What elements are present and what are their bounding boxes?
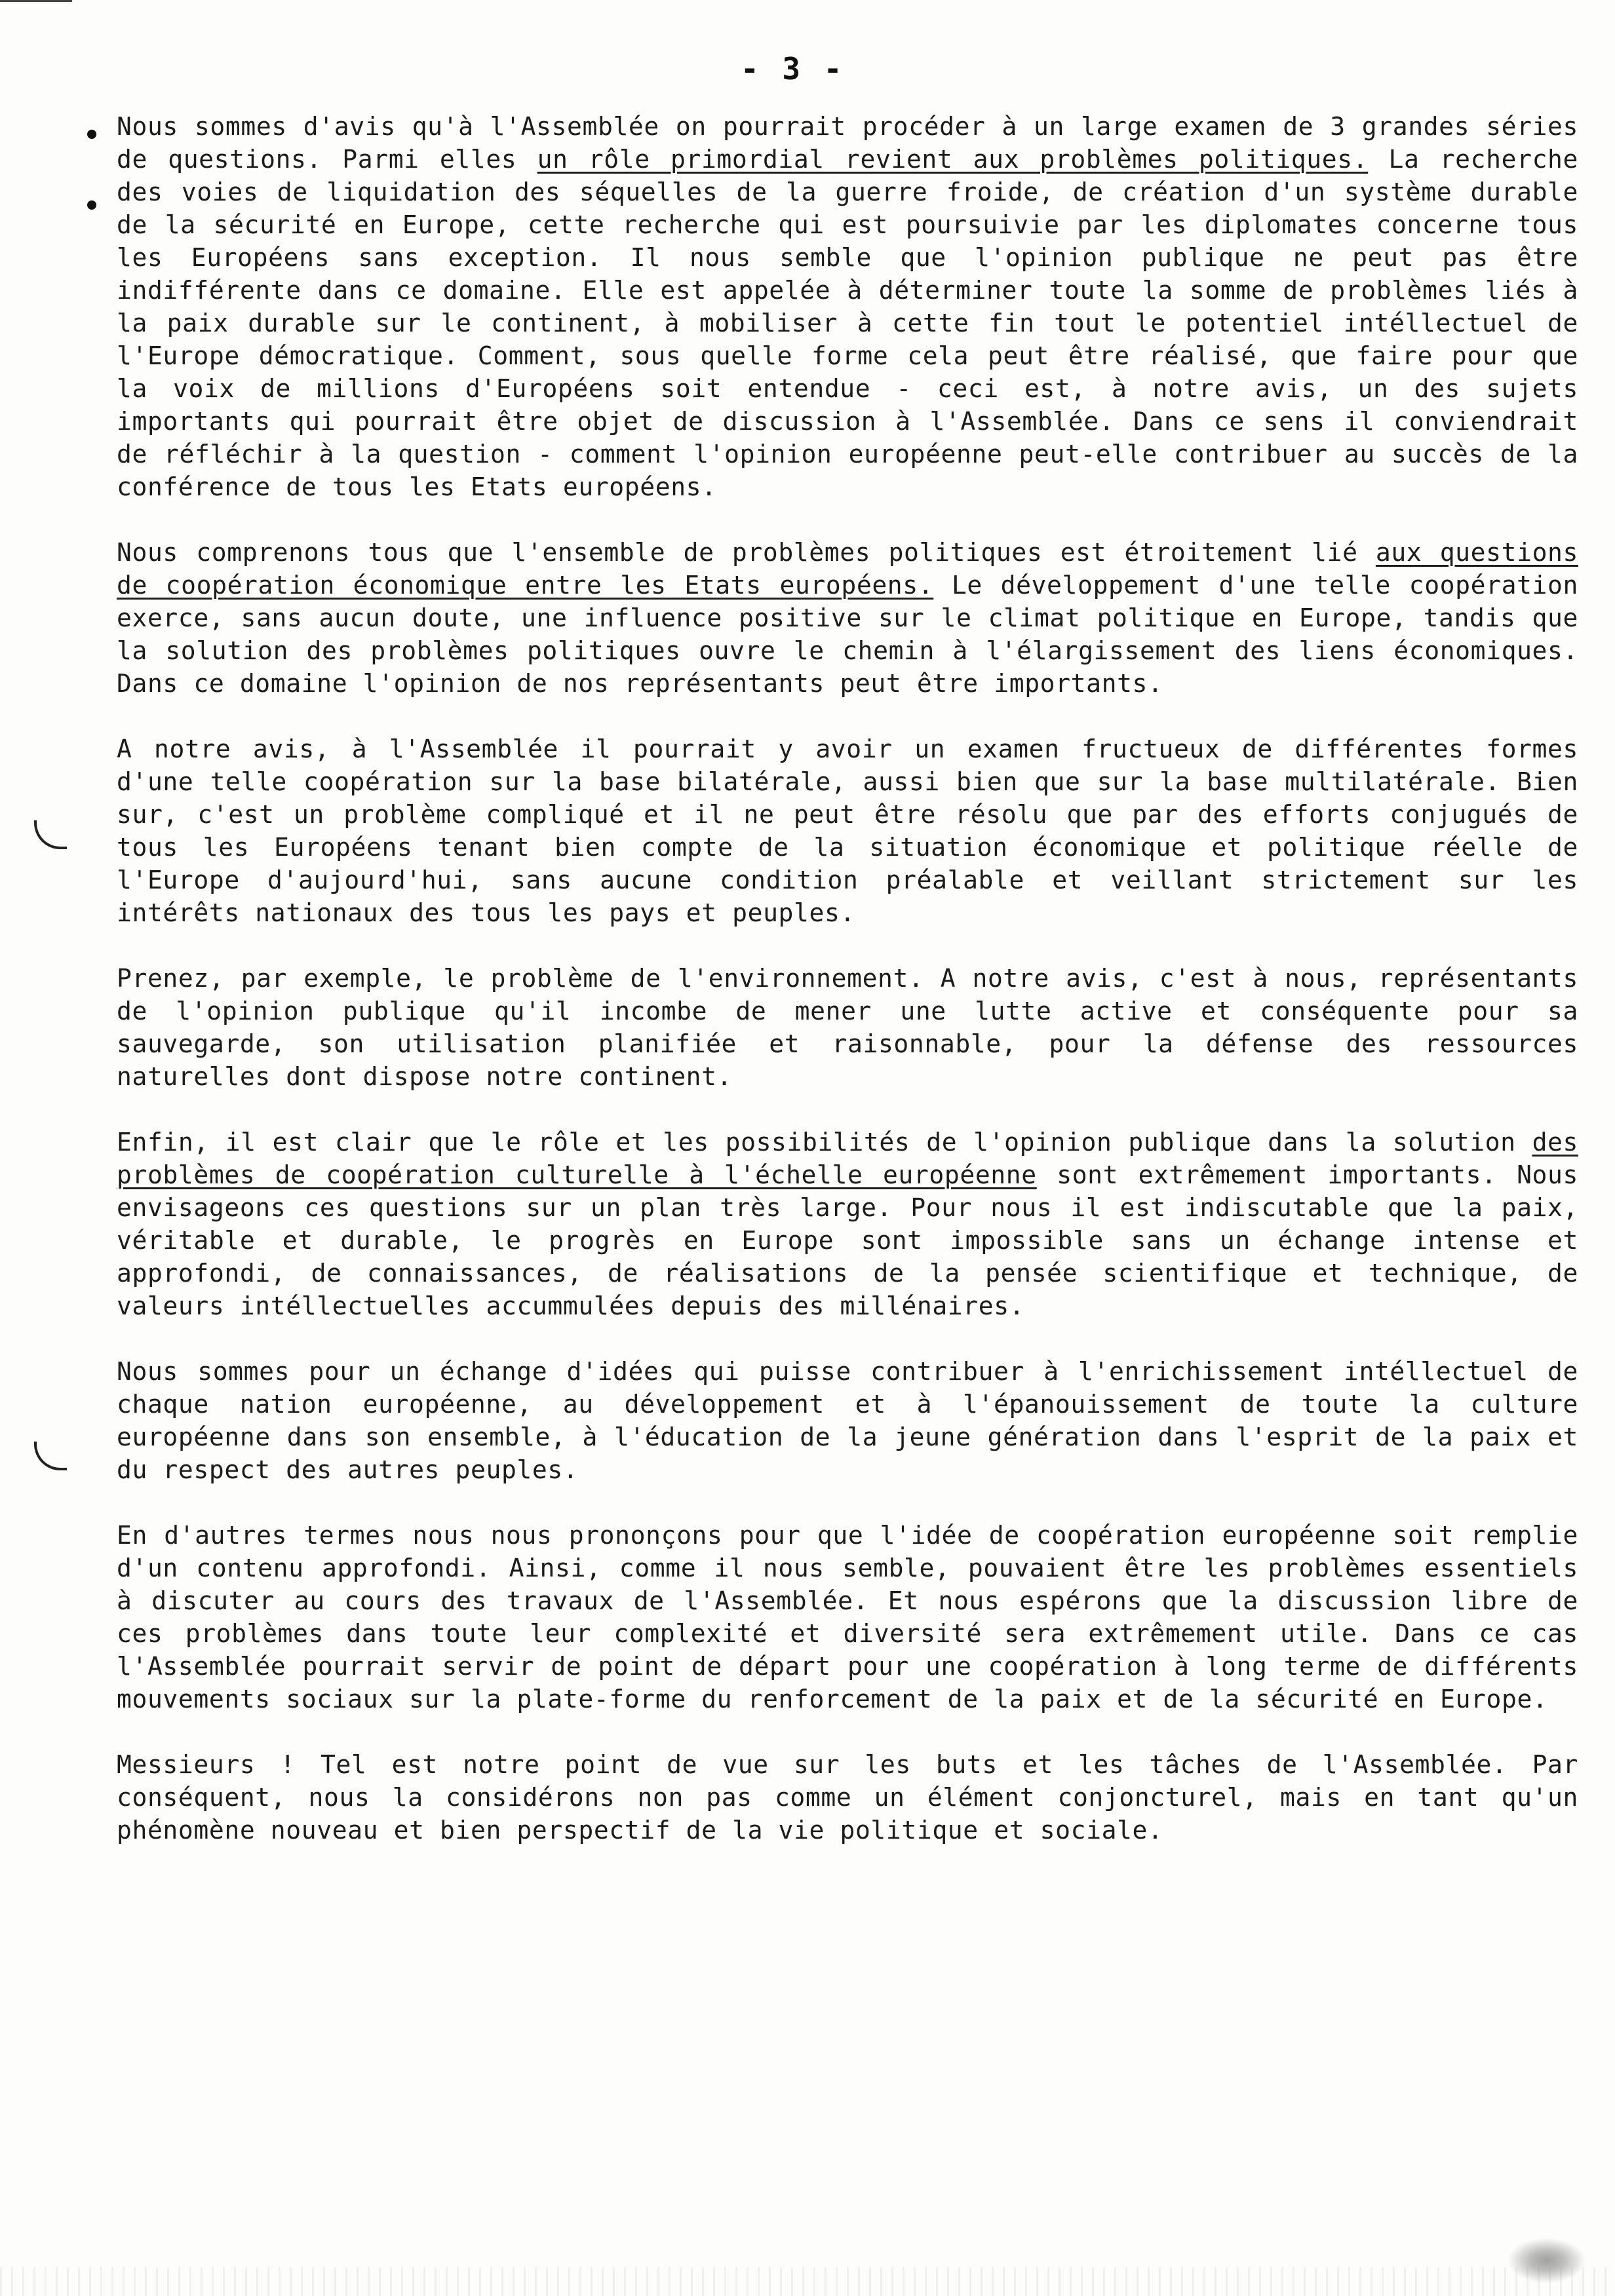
margin-bracket-mark: [34, 820, 67, 849]
paragraph-cultural-cooperation: [117, 1126, 1578, 1322]
paragraph-text: Nous sommes d'avis qu'à l'Assemblée on pourrait procéder à un large examen de 3 grandes séries de questions. Parmi elles: [117, 112, 1578, 174]
paragraph-text: Enfin, il est clair que le rôle et les possibilités de l'opinion publique dans la solution: [117, 1128, 1532, 1157]
paragraph-economic-cooperation: [117, 536, 1578, 700]
paragraph-political-problems: [117, 110, 1578, 503]
paragraph-text: Le développement d'une telle coopération exerce, sans aucun doute, une influence positive sur le climat politique en Europe, tandis que la solution des problèmes politiques ouvre le chemin à l'élargissement des liens économiques. Dans ce domaine l'opinion de nos représentants peut être importants.: [117, 571, 1578, 698]
paragraph-bilateral-cooperation: A notre avis, à l'Assemblée il pourrait y avoir un examen fructueux de différentes formes d'une telle coopération sur la base bilatérale, aussi bien que sur la base multilatérale. Bien sur, c'est un problème compliqué et il ne peut être résolu que par des efforts conjugués de tous les Européens tenant bien compte de la situation économique et politique réelle de l'Europe d'aujourd'hui, sans aucune condition préalable et veillant strictement sur les intérêts nationaux des tous les pays et peuples.: [117, 735, 1578, 927]
underlined-phrase: un rôle primordial revient aux problèmes politiques.: [537, 145, 1369, 174]
paragraph-in-other-terms: En d'autres termes nous nous prononçons pour que l'idée de coopération européenne soit remplie d'un contenu approfondi. Ainsi, comme il nous semble, pouvaient être les problèmes essentiels à discuter au cours des travaux de l'Assemblée. Et nous espérons que la discussion libre de ces problèmes dans toute leur complexité et diversité sera extrêmement utile. Dans ce cas l'Assemblée pourrait servir de point de départ pour une coopération à long terme de différents mouvements sociaux sur la plate-forme du renforcement de la paix et de la sécurité en Europe.: [117, 1521, 1578, 1713]
margin-bullet-mark: •: [84, 191, 100, 221]
paragraph-exchange-of-ideas: Nous sommes pour un échange d'idées qui puisse contribuer à l'enrichissement intéllectuel de chaque nation européenne, au développement et à l'épanouissement de toute la culture européenne dans son ensemble, à l'éducation de la jeune génération dans l'esprit de la paix et du respect des autres peuples.: [117, 1357, 1578, 1484]
underlined-phrase: aux questions de coopération économique entre les Etats européens.: [117, 538, 1578, 600]
margin-bracket-mark: [34, 1442, 67, 1470]
scan-smudge: [1508, 2238, 1586, 2284]
paragraph-text: sont extrêmement importants. Nous envisageons ces questions sur un plan très large. Pour nous il est indiscutable que la paix, véritable et durable, le progrès en Europe sont impossible sans un échange intense et approfondi, de connaissances, de réalisations de la pensée scientifique et technique, de valeurs intéllectuelles accummulées depuis des millénaires.: [117, 1160, 1578, 1320]
paragraph-environment: Prenez, par exemple, le problème de l'environnement. A notre avis, c'est à nous, représentants de l'opinion publique qu'il incombe de mener une lutte active et conséquente pour sa sauvegarde, son utilisation planifiée et raisonnable, pour la défense des ressources naturelles dont dispose notre continent.: [117, 964, 1578, 1091]
top-edge-rule: [0, 0, 72, 2]
letter-body: [117, 110, 1578, 1879]
margin-bullet-mark: •: [84, 121, 100, 151]
paragraph-closing: Messieurs ! Tel est notre point de vue sur les buts et les tâches de l'Assemblée. Par conséquent, nous la considérons non pas comme un élément conjoncturel, mais en tant qu'un phénomène nouveau et bien perspectif de la vie politique et sociale.: [117, 1750, 1578, 1845]
scan-noise-strip: [0, 2267, 1615, 2296]
paragraph-text: La recherche des voies de liquidation des séquelles de la guerre froide, de création d'un système durable de la sécurité en Europe, cette recherche qui est poursuivie par les diplomates concerne tous les Européens sans exception. Il nous semble que l'opinion publique ne peut pas être indifférente dans ce domaine. Elle est appelée à déterminer toute la somme de problèmes liés à la paix durable sur le continent, à mobiliser à cette fin tout le potentiel intéllectuel de l'Europe démocratique. Comment, sous quelle forme cela peut être réalisé, que faire pour que la voix de millions d'Européens soit entendue - ceci est, à notre avis, un des sujets importants qui pourrait être objet de discussion à l'Assemblée. Dans ce sens il conviendrait de réfléchir à la question - comment l'opinion européenne peut-elle contribuer au succès de la conférence de tous les Etats européens.: [117, 145, 1578, 501]
page-number: - 3 -: [741, 51, 845, 86]
paragraph-text: Nous comprenons tous que l'ensemble de problèmes politiques est étroitement lié: [117, 538, 1376, 567]
underlined-phrase: des problèmes de coopération culturelle à l'échelle européenne: [117, 1128, 1578, 1189]
